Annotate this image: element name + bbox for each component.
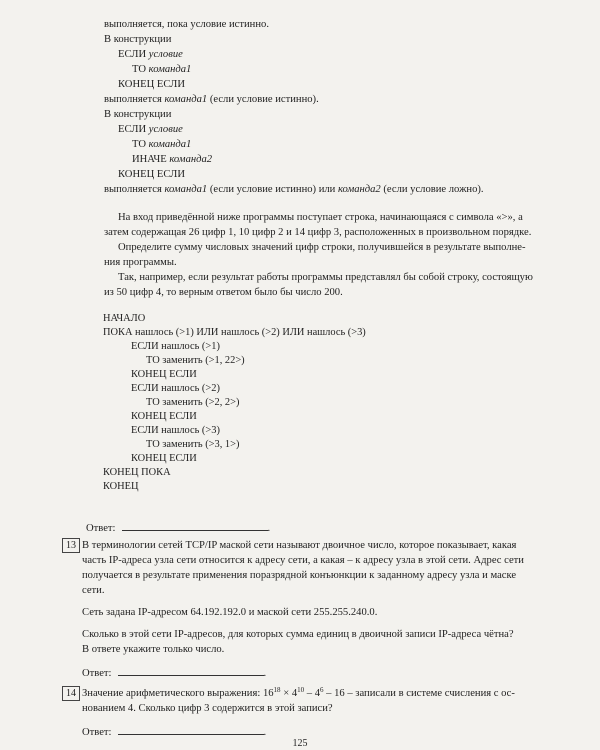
code-line-7: ТО заменить (>2, 2>) [146,397,240,408]
code-line-6: ЕСЛИ нашлось (>2) [131,383,220,394]
intro-line-1: выполняется, пока условие истинно. [104,19,269,30]
task14-answer: Ответ: . [82,724,266,739]
task12-answer: Ответ: . [86,520,270,535]
task13-para-6: Сколько в этой сети IP-адресов, для которых сумма единиц в двоичной записи IP-адреса чётна? [82,629,514,640]
answer-field[interactable] [122,520,268,531]
intro-line-7: В конструкции [104,109,172,120]
intro-line-5: КОНЕЦ ЕСЛИ [118,79,185,90]
task12-para-6: из 50 цифр 4, то верным ответом было бы число 200. [104,287,343,298]
task13-para-2: часть IP-адреса узла сети относится к адресу сети, а какая – к адресу узла в этой сети. Адрес сети [82,555,524,566]
code-line-13: КОНЕЦ [103,481,139,492]
task13-answer: Ответ: . [82,665,266,680]
code-line-10: ТО заменить (>3, 1>) [146,439,240,450]
intro-line-8: ЕСЛИ условие [118,124,183,135]
task13-para-3: получается в результате применения поразрядной конъюнкции к заданному адресу узла и маске [82,570,517,581]
intro-line-12: выполняется команда1 (если условие истинно) или команда2 (если условие ложно). [104,184,484,195]
intro-line-10: ИНАЧЕ команда2 [132,154,213,165]
task12-para-1: На вход приведённой ниже программы поступает строка, начинающаяся с символа «>», а [118,212,523,223]
task14-number-box: 14 [62,686,80,701]
task12-para-3: Определите сумму числовых значений цифр строки, получившейся в результате выполне- [118,242,526,253]
task13-number-box: 13 [62,538,80,553]
code-line-1: НАЧАЛО [103,313,146,324]
intro-line-3: ЕСЛИ условие [118,49,183,60]
task12-para-2: затем содержащая 26 цифр 1, 10 цифр 2 и 14 цифр 3, расположенных в произвольном порядке. [104,227,532,238]
intro-line-11: КОНЕЦ ЕСЛИ [118,169,185,180]
answer-label: Ответ: [82,668,112,679]
task14-para-2: нованием 4. Сколько цифр 3 содержится в этой записи? [82,703,333,714]
code-line-11: КОНЕЦ ЕСЛИ [131,453,197,464]
task13-para-5: Сеть задана IP-адресом 64.192.192.0 и маской сети 255.255.240.0. [82,607,378,618]
intro-line-4: ТО команда1 [132,64,192,75]
answer-label: Ответ: [86,523,116,534]
intro-line-6: выполняется команда1 (если условие истинно). [104,94,319,105]
code-line-9: ЕСЛИ нашлось (>3) [131,425,220,436]
task14-para-1: Значение арифметического выражения: $16^{18} \times 4^{10} - 4^6 - 16$ – записали в системе счисления с ос- [82,686,515,699]
intro-line-9: ТО команда1 [132,139,192,150]
answer-label: Ответ: [82,727,112,738]
task13-para-4: сети. [82,585,105,596]
task13-para-1: В терминологии сетей TCP/IP маской сети называют двоичное число, которое показывает, какая [82,540,517,551]
code-line-4: ТО заменить (>1, 22>) [146,355,245,366]
answer-field[interactable] [118,665,264,676]
intro-line-2: В конструкции [104,34,172,45]
code-line-2: ПОКА нашлось (>1) ИЛИ нашлось (>2) ИЛИ нашлось (>3) [103,327,366,338]
answer-field[interactable] [118,724,264,735]
page-number: 125 [292,738,308,749]
code-line-12: КОНЕЦ ПОКА [103,467,171,478]
code-line-8: КОНЕЦ ЕСЛИ [131,411,197,422]
code-line-5: КОНЕЦ ЕСЛИ [131,369,197,380]
task12-para-4: ния программы. [104,257,177,268]
task12-para-5: Так, например, если результат работы программы представлял бы собой строку, состоящую [118,272,533,283]
code-line-3: ЕСЛИ нашлось (>1) [131,341,220,352]
task13-para-7: В ответе укажите только число. [82,644,225,655]
